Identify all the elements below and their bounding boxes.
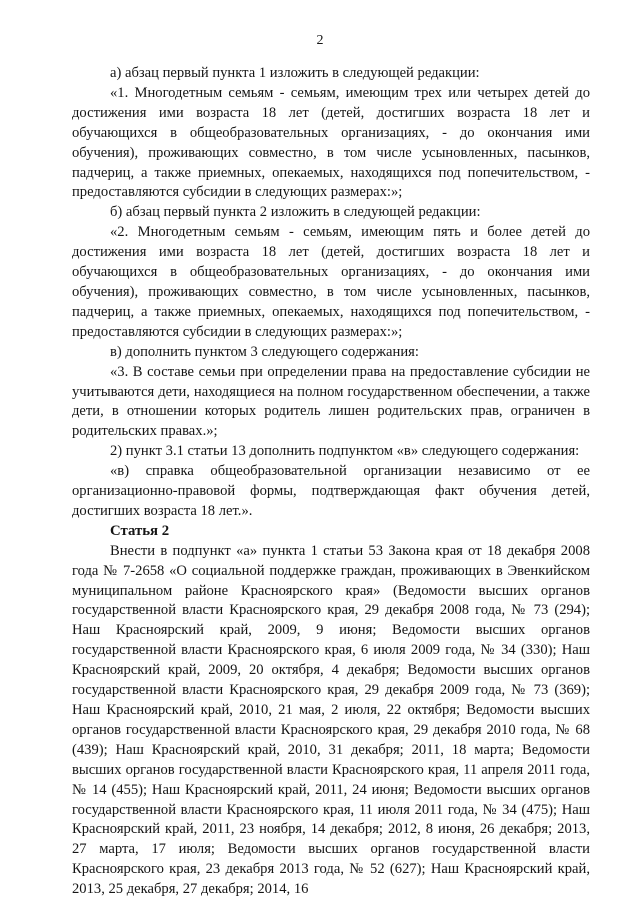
paragraph-point-2-intro: 2) пункт 3.1 статьи 13 дополнить подпунктом «в» следующего содержания: xyxy=(110,443,580,460)
document-body xyxy=(72,64,590,900)
paragraph-point-2-text: «в) справка общеобразовательной организации независимо от ее организационно-правовой формы, подтверждающая факт обучения детей, достигших возраста 18 лет.». xyxy=(72,463,590,519)
article-title: Статья 2 xyxy=(110,522,170,539)
paragraph-item-v-intro: в) дополнить пунктом 3 следующего содержания: xyxy=(110,343,419,360)
paragraph-item-b-intro: б) абзац первый пункта 2 изложить в следующей редакции: xyxy=(110,204,481,221)
paragraph-item-a-text: «1. Многодетным семьям - семьям, имеющим трех или четырех детей до достижения ими возраста 18 лет (детей, достигших возраста 18 лет и обучающихся в общеобразовательных организациях, - до окончания ими обучения), проживающих совместно, в том числе усыновленных, пасынков, падчериц, а также приемных, опекаемых, находящихся под попечительством, - предоставляются субсидии в следующих размерах:»; xyxy=(72,84,590,201)
page-number: 2 xyxy=(316,33,324,48)
paragraph-item-a-intro: а) абзац первый пункта 1 изложить в следующей редакции: xyxy=(110,65,480,81)
article-2-text: Внести в подпункт «а» пункта 1 статьи 53 Закона края от 18 декабря 2008 года № 7-2658 «О социальной поддержке граждан, проживающих в Эвенкийском муниципальном районе Красноярского края» (Ведомости высших органов государственной власти Красноярского края, 29 декабря 2008 года, № 73 (294); Наш Красноярский край, 2009, 9 июня; Ведомости высших органов государственной власти Красноярского края, 6 июля 2009 года, № 34 (330); Наш Красноярский край, 2009, 20 октября, 4 декабря; Ведомости высших органов государственной власти Красноярского края, 29 декабря 2009 года, № 73 (369); Наш Красноярский край, 2010, 21 мая, 2 июля, 22 октября; Ведомости высших органов государственной власти Красноярского края, 29 декабря 2010 года, № 68 (439); Наш Красноярский край, 2010, 31 декабря; 2011, 18 марта; Ведомости высших органов государственной власти Красноярского края, 11 апреля 2011 года, № 14 (455); Наш Красноярский край, 2011, 24 июня; Ведомости высших органов государственной власти Красноярского края, 11 июля 2011 года, № 34 (475); Наш Красноярский край, 2011, 23 ноября, 14 декабря; 2012, 8 июня, 26 декабря; 2013, 27 марта, 17 июля; Ведомости высших органов государственной власти Красноярского края, 23 декабря 2013 года, № 52 (627); Наш Красноярский край, 2013, 25 декабря, 27 декабря; 2014, 16 xyxy=(72,542,590,898)
paragraph-item-b-text: «2. Многодетным семьям - семьям, имеющим пять и более детей до достижения ими возраста 18 лет (детей, достигших возраста 18 лет и обучающихся в общеобразовательных организациях, - до окончания ими обучения), проживающих совместно, в том числе усыновленных, пасынков, падчериц, а также приемных, опекаемых, находящихся под попечительством, - предоставляются субсидии в следующих размерах:»; xyxy=(72,224,590,340)
paragraph-item-v-text: «3. В составе семьи при определении права на предоставление субсидии не учитываются дети, находящиеся на полном государственном обеспечении, а также дети, в отношении которых родитель лишен родительских прав, ограничен в родительских правах.»; xyxy=(72,363,590,440)
